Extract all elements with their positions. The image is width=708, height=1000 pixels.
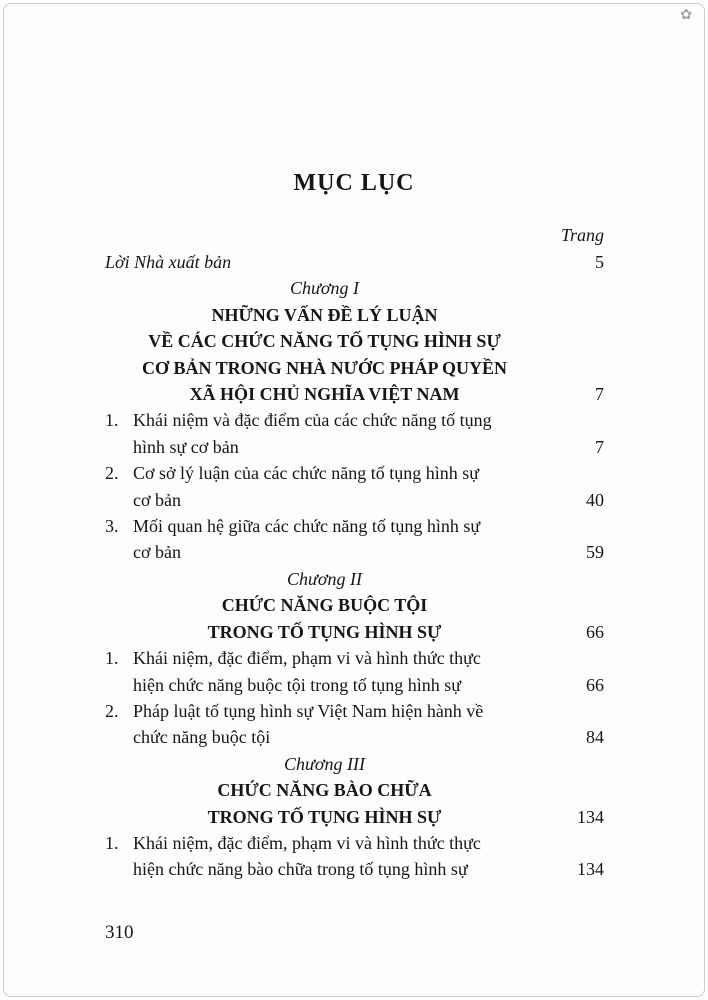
toc-row — [105, 539, 604, 565]
toc-entry-text: TRONG TỐ TỤNG HÌNH SỰ — [207, 806, 442, 827]
toc-row — [105, 698, 604, 724]
toc-entry-text: Khái niệm, đặc điểm, phạm vi và hình thức thực — [133, 832, 481, 853]
toc-entry-text: Chương II — [287, 568, 362, 589]
toc-entry-text: NHỮNG VẤN ĐỀ LÝ LUẬN — [211, 304, 438, 325]
toc-row — [105, 407, 604, 433]
toc-entry-text: cơ bản — [133, 489, 181, 510]
toc-row — [105, 302, 604, 328]
toc-row — [105, 249, 604, 275]
toc-row — [105, 460, 604, 486]
toc-entry-text: hình sự cơ bản — [133, 436, 239, 457]
toc-entry-text: hiện chức năng buộc tội trong tố tụng hình sự — [133, 674, 461, 695]
toc-list — [105, 249, 604, 883]
toc-row — [105, 777, 604, 803]
table-of-contents — [105, 222, 604, 883]
toc-row — [105, 566, 604, 592]
toc-page-number: 40 — [586, 489, 604, 510]
toc-row — [105, 513, 604, 539]
toc-page-number: 59 — [586, 542, 604, 563]
toc-row — [105, 645, 604, 671]
toc-row — [105, 434, 604, 460]
toc-entry-text: Lời Nhà xuất bản — [105, 252, 232, 272]
toc-page-number: 66 — [586, 621, 604, 642]
toc-entry-text: Khái niệm và đặc điểm của các chức năng tố tụng — [133, 410, 492, 431]
toc-entry-text: TRONG TỐ TỤNG HÌNH SỰ — [207, 621, 442, 642]
toc-entry-text: hiện chức năng bào chữa trong tố tụng hình sự — [133, 859, 468, 880]
toc-entry-text: CHỨC NĂNG BÀO CHỮA — [217, 780, 432, 801]
toc-page-number: 7 — [595, 436, 604, 457]
toc-entry-text: Pháp luật tố tụng hình sự Việt Nam hiện hành về — [133, 700, 484, 721]
toc-entry-text: Chương III — [284, 753, 365, 774]
toc-row — [105, 381, 604, 407]
toc-page-number: 7 — [595, 384, 604, 405]
toc-entry-text: Cơ sở lý luận của các chức năng tố tụng hình sự — [133, 463, 479, 484]
toc-entry-text: Chương I — [290, 278, 359, 299]
flower-icon: ✿ — [680, 7, 692, 23]
toc-entry-text: Khái niệm, đặc điểm, phạm vi và hình thức thực — [133, 648, 481, 669]
toc-entry-text: Mối quan hệ giữa các chức năng tố tụng hình sự — [133, 516, 481, 537]
toc-item-number: 2. — [105, 700, 119, 721]
page-column-header: Trang — [560, 225, 604, 245]
toc-row — [105, 328, 604, 354]
toc-row — [105, 724, 604, 750]
toc-row — [105, 751, 604, 777]
toc-item-number: 3. — [105, 516, 119, 537]
toc-entry-text: VỀ CÁC CHỨC NĂNG TỐ TỤNG HÌNH SỰ — [148, 331, 501, 352]
toc-row — [105, 592, 604, 618]
toc-entry-text: CHỨC NĂNG BUỘC TỘI — [221, 595, 428, 616]
toc-row — [105, 830, 604, 856]
toc-item-number: 1. — [105, 648, 119, 669]
toc-row — [105, 275, 604, 301]
toc-page-number: 134 — [577, 859, 604, 880]
toc-row — [105, 856, 604, 882]
toc-item-number: 2. — [105, 463, 119, 484]
toc-item-number: 1. — [105, 832, 119, 853]
page-title: MỤC LỤC — [293, 170, 415, 196]
toc-row — [105, 487, 604, 513]
toc-page-number: 66 — [586, 674, 604, 695]
toc-row — [105, 619, 604, 645]
toc-entry-text: XÃ HỘI CHỦ NGHĨA VIỆT NAM — [189, 384, 460, 405]
toc-item-number: 1. — [105, 410, 119, 431]
toc-page-number: 134 — [577, 806, 604, 827]
toc-page-number: 5 — [595, 252, 604, 272]
toc-row — [105, 804, 604, 830]
footer-page-number: 310 — [105, 922, 134, 943]
toc-row — [105, 672, 604, 698]
toc-entry-text: cơ bản — [133, 542, 181, 563]
toc-row — [105, 355, 604, 381]
toc-entry-text: CƠ BẢN TRONG NHÀ NƯỚC PHÁP QUYỀN — [141, 357, 507, 378]
toc-entry-text: chức năng buộc tội — [133, 727, 271, 748]
toc-page-number: 84 — [586, 727, 604, 748]
